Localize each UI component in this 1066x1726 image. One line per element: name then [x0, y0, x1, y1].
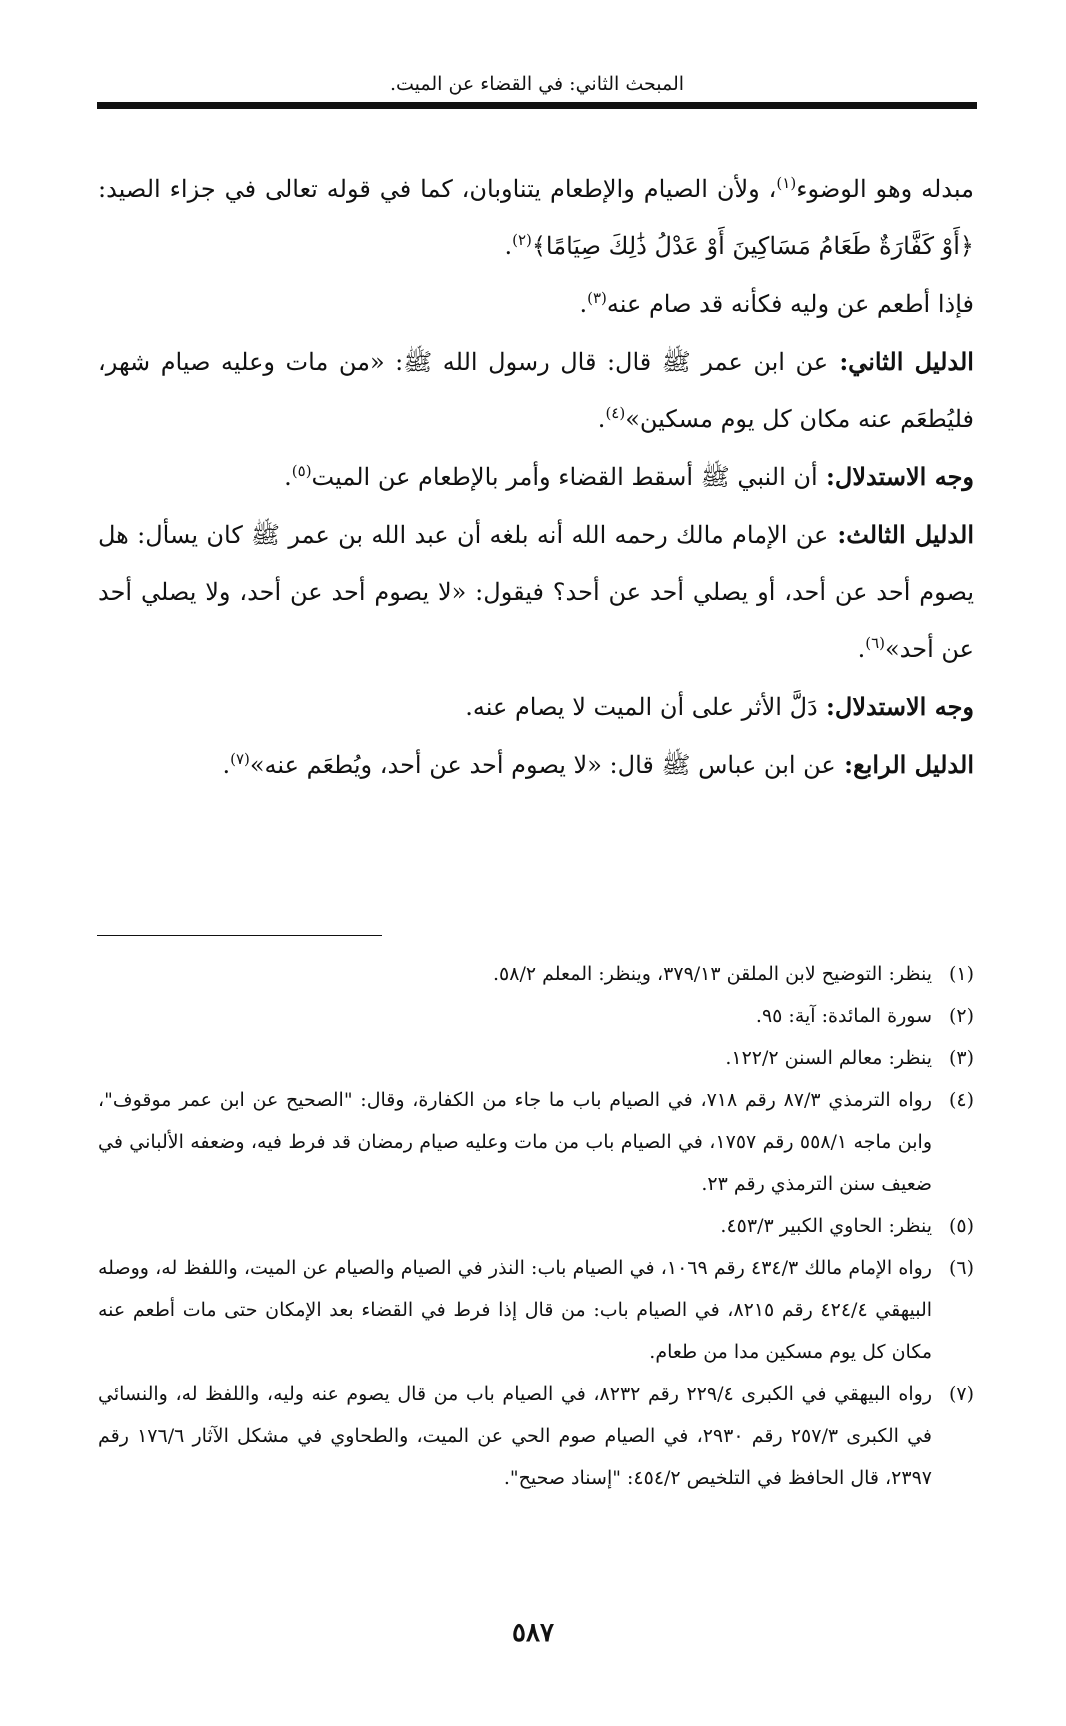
footnote-separator	[97, 935, 382, 936]
paragraph	[98, 333, 974, 448]
footnote-text: سورة المائدة: آية: ٩٥.	[755, 1005, 932, 1027]
footnote-ref: (٤)	[605, 404, 626, 422]
paragraph-text: أن النبي ﷺ أسقط القضاء وأمر بالإطعام عن الميت	[311, 463, 818, 491]
footnote-ref: (٥)	[291, 462, 312, 480]
paragraph-text: عن ابن عباس ﷺ قال: «لا يصوم أحد عن أحد، ويُطعَم عنه»	[249, 751, 836, 779]
paragraph	[98, 275, 974, 333]
footnote-ref: (٢)	[512, 231, 532, 249]
paragraph-text: فإذا أطعم عن وليه فكأنه قد صام عنه	[606, 290, 974, 318]
footnote-text: ينظر: التوضيح لابن الملقن ٣٧٩/١٣، وينظر: المعلم ٥٨/٢.	[493, 963, 932, 985]
footnote-number: (٥)	[948, 1215, 974, 1237]
paragraph-tail: .	[284, 463, 292, 491]
footnote-text: ينظر: معالم السنن ١٢٢/٢.	[725, 1047, 932, 1069]
paragraph-tail: ، ولأن الصيام والإطعام يتناوبان، كما في قوله تعالى في جزاء الصيد: ﴿أَوْ كَفَّارَةٌ طَعَامُ مَسَاكِينَ أَوْ عَدْلُ ذَٰلِكَ صِيَامًا﴾	[98, 175, 974, 260]
footnote-text: رواه البيهقي في الكبرى ٢٢٩/٤ رقم ٨٢٣٢، في الصيام باب من قال يصوم عنه وليه، واللفظ له، والنسائي في الكبرى ٢٥٧/٣ رقم ٢٩٣٠، في الصيام صوم الحي عن الميت، والطحاوي في مشكل الآثار ١٧٦/٦ رقم ٢٣٩٧، قال الحافظ في التلخيص ٤٥٤/٢: "إسناد صحيح".	[98, 1383, 932, 1489]
page-number: ٥٨٧	[512, 1618, 554, 1648]
running-header: المبحث الثاني: في القضاء عن الميت.	[389, 73, 685, 95]
paragraph-lead: الدليل الثاني:	[828, 347, 974, 376]
paragraph-tail: .	[597, 405, 606, 433]
footnote-text: ينظر: الحاوي الكبير ٤٥٣/٣.	[720, 1215, 932, 1237]
footnote-number: (٧)	[948, 1383, 974, 1405]
footnote-ref: (٣)	[587, 289, 607, 307]
paragraph-lead: وجه الاستدلال:	[817, 462, 974, 491]
footnote-ref: (٧)	[230, 750, 250, 768]
footnote-number: (٣)	[948, 1047, 974, 1069]
paragraph	[98, 736, 974, 794]
footnote-ref: (٦)	[865, 634, 885, 652]
paragraph	[98, 678, 974, 736]
footnote	[98, 1373, 974, 1499]
footnote-ref: (١)	[776, 174, 797, 192]
paragraph	[98, 448, 974, 506]
paragraph	[98, 160, 974, 275]
footnote	[98, 1037, 974, 1079]
footnote-number: (٦)	[948, 1257, 974, 1279]
paragraph-text: عن ابن عمر ﷺ قال: قال رسول الله ﷺ: «من مات وعليه صيام شهر، فليُطعَم عنه مكان كل يوم مسكين»	[98, 348, 974, 433]
footnote	[98, 1205, 974, 1247]
paragraph-lead: الدليل الرابع:	[835, 750, 974, 779]
paragraph-text: مبدله وهو الوضوء	[796, 175, 974, 203]
footnote	[98, 1247, 974, 1373]
paragraph-tail: .	[579, 290, 588, 318]
footnote	[98, 1079, 974, 1205]
paragraph-text: دَلَّ الأثر على أن الميت لا يصام عنه.	[465, 693, 818, 721]
footnote	[98, 953, 974, 995]
paragraph-tail: .	[504, 232, 513, 260]
footnote-number: (٤)	[948, 1089, 974, 1111]
paragraph-tail: .	[222, 751, 231, 779]
footnote	[98, 995, 974, 1037]
paragraph-lead: وجه الاستدلال:	[817, 692, 974, 721]
main-text	[98, 160, 974, 794]
footnotes	[98, 953, 974, 1499]
footnote-number: (٢)	[948, 1005, 974, 1027]
header-rule	[97, 102, 977, 109]
footnote-number: (١)	[948, 963, 974, 985]
footnote-text: رواه الترمذي ٨٧/٣ رقم ٧١٨، في الصيام باب ما جاء من الكفارة، وقال: "الصحيح عن ابن عمر موقوف"، وابن ماجه ٥٥٨/١ رقم ١٧٥٧، في الصيام باب من مات وعليه صيام رمضان قد فرط فيه، وضعفه الألباني في ضعيف سنن الترمذي رقم ٢٣.	[98, 1089, 932, 1195]
paragraph-tail: .	[857, 635, 866, 663]
paragraph	[98, 506, 974, 678]
paragraph-text: عن الإمام مالك رحمه الله أنه بلغه أن عبد الله بن عمر ﷺ كان يسأل: هل يصوم أحد عن أحد، أو يصلي أحد عن أحد؟ فيقول: «لا يصوم أحد عن أحد، ولا يصلي أحد عن أحد»	[98, 521, 974, 663]
footnote-text: رواه الإمام مالك ٤٣٤/٣ رقم ١٠٦٩، في الصيام باب: النذر في الصيام والصيام عن الميت، واللفظ له، ووصله البيهقي ٤٢٤/٤ رقم ٨٢١٥، في الصيام باب: من قال إذا فرط في القضاء بعد الإمكان حتى مات أطعم عنه مكان كل يوم مسكين مدا من طعام.	[98, 1257, 933, 1363]
paragraph-lead: الدليل الثالث:	[828, 520, 975, 549]
